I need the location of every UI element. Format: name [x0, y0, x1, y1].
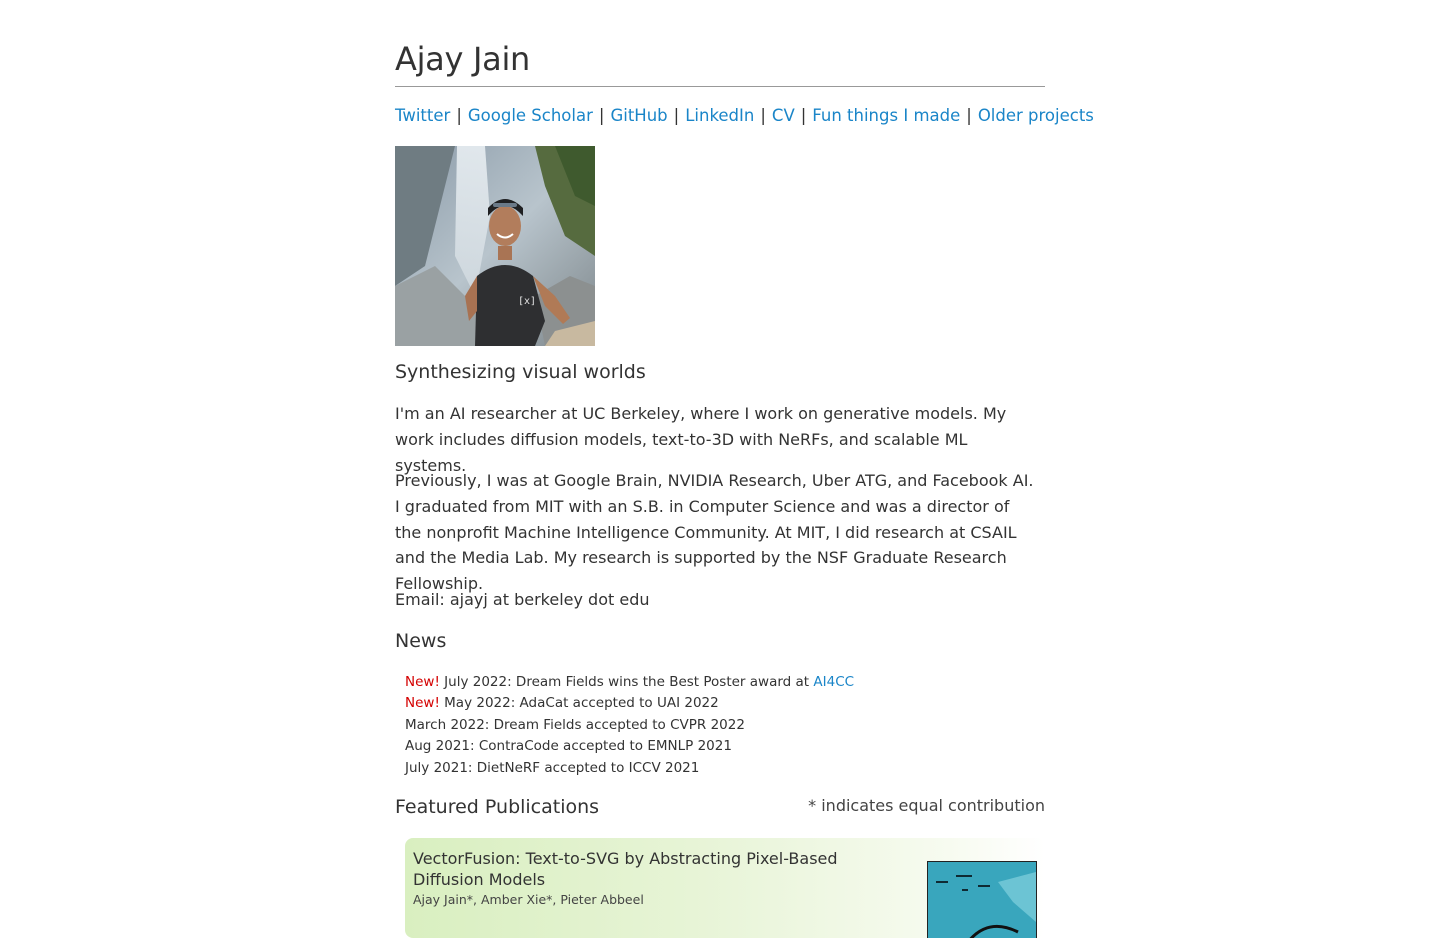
- news-item: [405, 693, 854, 714]
- linkedin-link[interactable]: LinkedIn: [685, 106, 755, 125]
- news-list: [405, 672, 854, 779]
- ai4cc-link[interactable]: AI4CC: [813, 674, 855, 690]
- news-item-text: Aug 2021: ContraCode accepted to EMNLP 2021: [405, 738, 732, 755]
- news-item-text: July 2022: Dream Fields wins the Best Poster award at: [444, 674, 814, 690]
- news-heading: News: [395, 630, 447, 652]
- title-divider: [395, 86, 1045, 87]
- new-badge: New!: [405, 695, 440, 712]
- link-separator: |: [760, 106, 766, 125]
- github-link[interactable]: GitHub: [610, 106, 668, 125]
- google-scholar-link[interactable]: Google Scholar: [467, 106, 593, 125]
- link-separator: |: [456, 106, 462, 125]
- twitter-link[interactable]: Twitter: [395, 106, 451, 125]
- publication-card: [405, 838, 1045, 938]
- cv-link[interactable]: CV: [771, 106, 795, 125]
- link-separator: |: [800, 106, 807, 125]
- news-item: [405, 736, 854, 757]
- page-title: Ajay Jain: [395, 40, 531, 78]
- news-item: [405, 715, 854, 736]
- older-projects-link[interactable]: Older projects: [977, 106, 1094, 125]
- news-item: [405, 758, 854, 779]
- email-text: Email: ajayj at berkeley dot edu: [395, 590, 650, 609]
- publications-heading: Featured Publications: [395, 796, 600, 818]
- equal-contribution-note: * indicates equal contribution: [808, 796, 1045, 815]
- news-item-text: March 2022: Dream Fields accepted to CVPR 2022: [405, 716, 745, 733]
- link-separator: |: [598, 106, 605, 125]
- new-badge: New!: [405, 674, 440, 690]
- background-paragraph: Previously, I was at Google Brain, NVIDIA Research, Uber ATG, and Facebook AI. I graduated from MIT with an S.B. in Computer Science and was a director of the nonprofit Machine Intelligence Community. At MIT, I did research at CSAIL and the Media Lab. My research is supported by the NSF Graduate Research Fellowship.: [395, 471, 1034, 594]
- news-item-text: May 2022: AdaCat accepted to UAI 2022: [444, 695, 719, 712]
- tagline: Synthesizing visual worlds: [395, 361, 646, 383]
- svg-text:[x]: [x]: [518, 296, 537, 307]
- news-item-text: July 2021: DietNeRF accepted to ICCV 2021: [405, 759, 700, 776]
- link-separator: |: [966, 106, 972, 125]
- intro-paragraph: I'm an AI researcher at UC Berkeley, where I work on generative models. My work includes diffusion models, text-to-3D with NeRFs, and scalable ML systems.: [395, 404, 1007, 475]
- publication-title[interactable]: VectorFusion: Text-to-SVG by Abstracting Pixel-Based Diffusion Models: [413, 849, 838, 889]
- link-separator: |: [673, 106, 680, 125]
- profile-photo: [395, 146, 595, 346]
- publication-authors: Ajay Jain*, Amber Xie*, Pieter Abbeel: [413, 892, 644, 907]
- news-item: [405, 672, 854, 693]
- fun-things-link[interactable]: Fun things I made: [812, 106, 961, 125]
- profile-links: [395, 106, 1094, 125]
